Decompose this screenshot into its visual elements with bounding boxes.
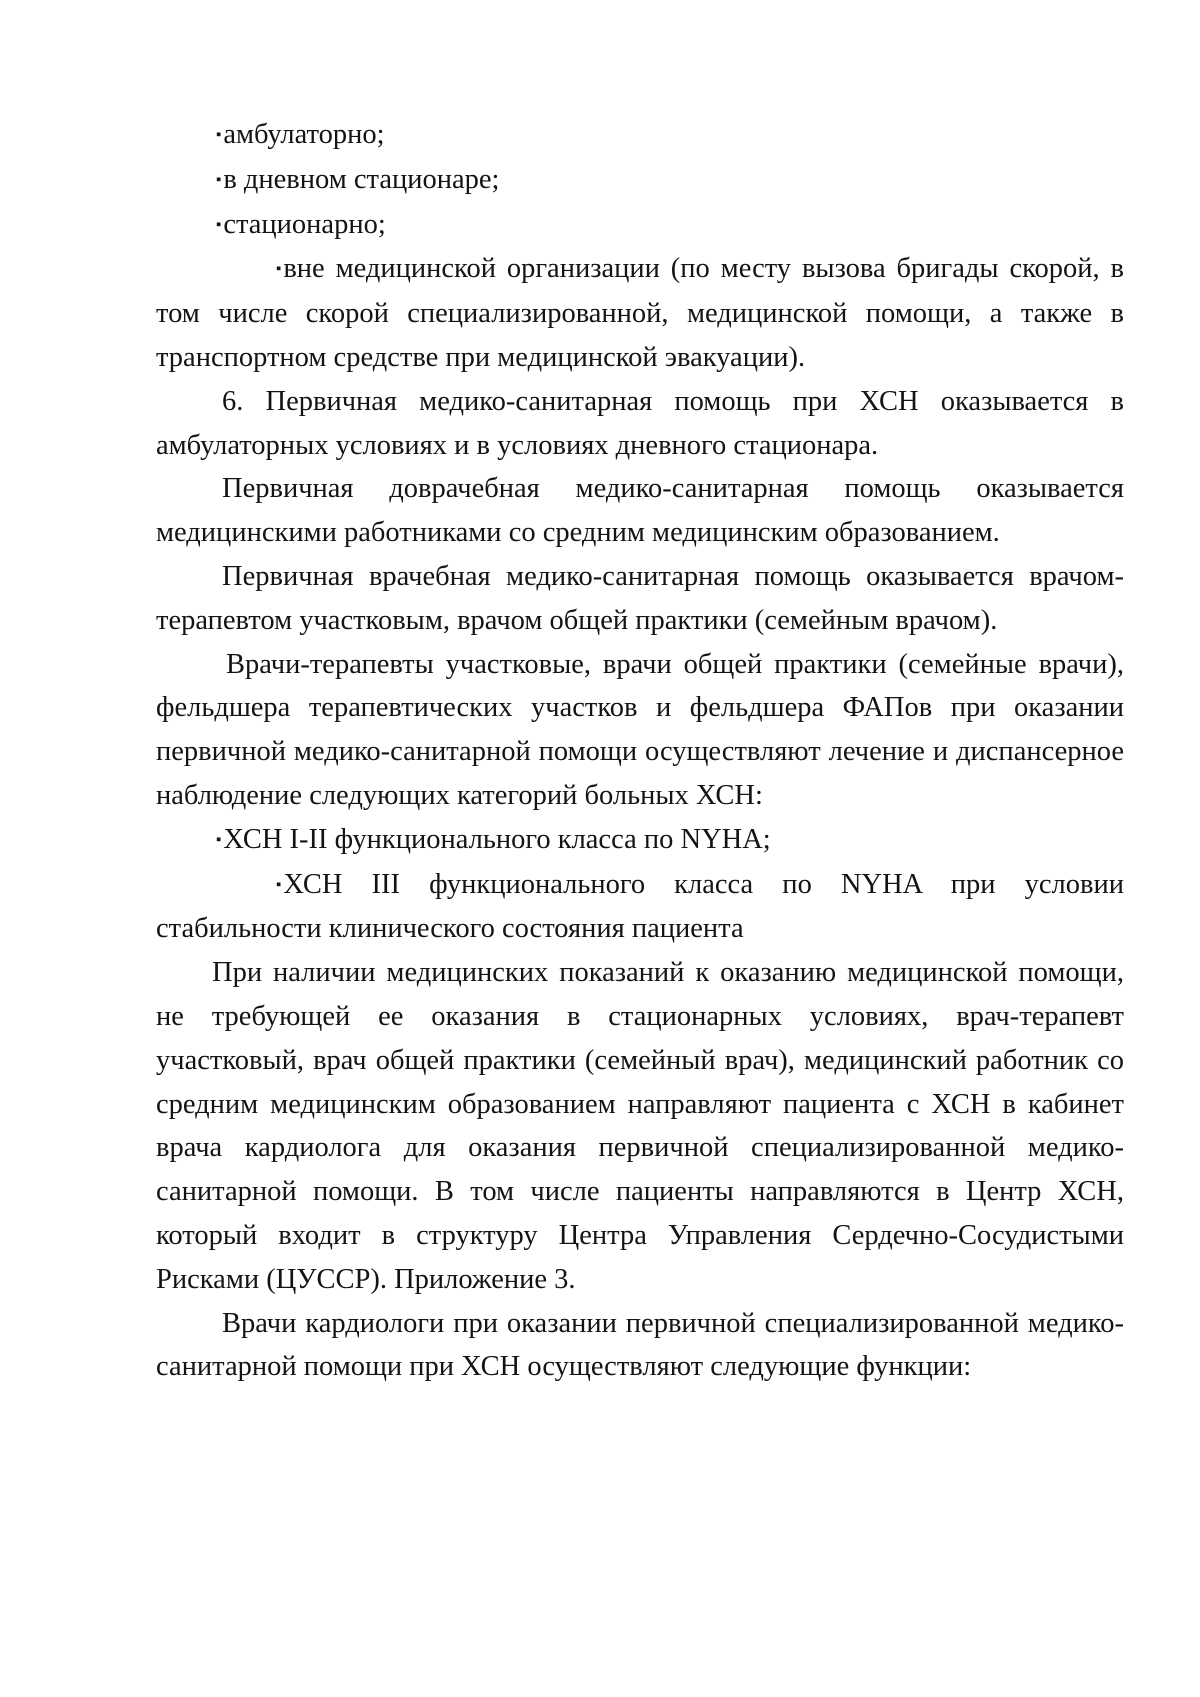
bullet-text: стационарно;	[223, 208, 386, 240]
bullet-day-hospital	[156, 158, 1124, 203]
bullet-marker-icon: ▪	[276, 876, 282, 893]
bullet-marker-icon: ▪	[216, 831, 222, 848]
bullet-marker-icon: ▪	[216, 216, 222, 233]
paragraph-referral: При наличии медицинских показаний к оказанию медицинской помощи, не требующей ее оказания в стационарных условиях, врач-терапевт участковый, врач общей практики (семейный врач), медицинский работник со средним медицинским образованием направляют пациента с ХСН в кабинет врача кардиолога для оказания первичной специализированной медико-санитарной помощи. В том числе пациенты направляются в Центр ХСН, который входит в структуру Центра Управления Сердечно-Сосудистыми Рисками (ЦУССР). Приложение 3.	[156, 957, 1124, 1295]
bullet-outpatient	[156, 113, 1124, 158]
paragraph-pre-doctor-care: Первичная доврачебная медико-санитарная помощь оказывается медицинскими работниками со средним медицинским образованием.	[156, 473, 1124, 549]
bullet-marker-icon: ▪	[216, 171, 222, 188]
bullet-inpatient	[156, 203, 1124, 248]
bullet-text: амбулаторно;	[223, 119, 385, 150]
paragraph-item-6: 6. Первичная медико-санитарная помощь при ХСН оказывается в амбулаторных условиях и в условиях дневного стационара.	[156, 385, 1124, 461]
bullet-marker-icon: ▪	[216, 127, 222, 143]
paragraph-cardiologists: Врачи кардиологи при оказании первичной специализированной медико-санитарной помощи при ХСН осуществляют следующие функции:	[156, 1307, 1124, 1383]
document-body	[156, 113, 1124, 1389]
bullet-text: вне медицинской организации (по месту вызова бригады скорой, в том числе скорой специализированной, медицинской помощи, а также в транспортном средстве при медицинской эвакуации).	[156, 253, 1124, 373]
paragraph-therapists: Врачи-терапевты участковые, врачи общей практики (семейные врачи), фельдшера терапевтических участков и фельдшера ФАПов при оказании первичной медико-санитарной помощи осуществляют лечение и диспансерное наблюдение следующих категорий больных ХСН:	[156, 648, 1124, 811]
paragraph-doctor-care: Первичная врачебная медико-санитарная помощь оказывается врачом-терапевтом участковым, врачом общей практики (семейным врачом).	[156, 560, 1124, 636]
bullet-text: ХСН I-II функционального класса по NYHA;	[223, 823, 771, 855]
bullet-marker-icon: ▪	[276, 261, 282, 278]
bullet-nyha-3	[156, 863, 1124, 952]
bullet-out-of-organization	[156, 247, 1124, 379]
bullet-text: в дневном стационаре;	[223, 163, 500, 195]
bullet-nyha-1-2	[156, 818, 1124, 863]
bullet-text: ХСН III функционального класса по NYHA при условии стабильности клинического состояния пациента	[156, 868, 1124, 945]
